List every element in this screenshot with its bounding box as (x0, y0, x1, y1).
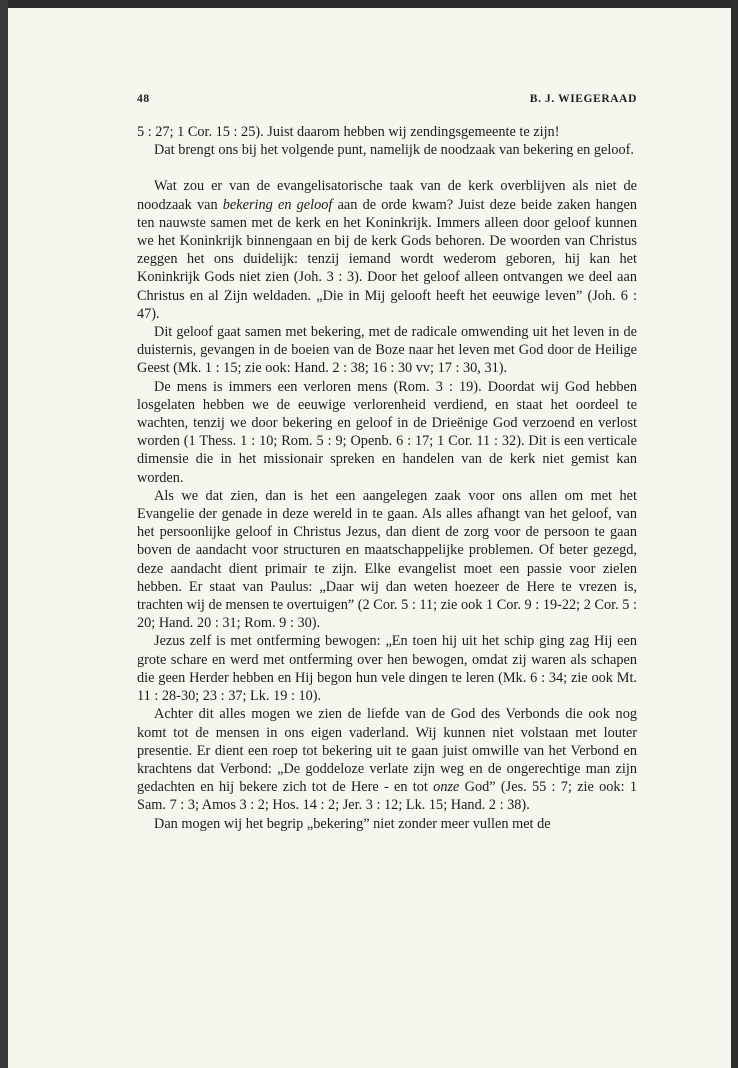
text-segment: Dit geloof gaat samen met bekering, met de radicale omwending uit het leven in de duisternis, gevangen in de boeien van de Boze naar het leven met God door de Heilige Geest (Mk. 1 : 15; zie ook: Hand. 2 : 38; 16 : 30 vv; 17 : 30, 31). (137, 324, 637, 377)
paragraph (137, 323, 637, 378)
text-segment: Jezus zelf is met ontferming bewogen: „En toen hij uit het schip ging zag Hij een grote schare en werd met ontferming over hen bewogen, omdat zij waren als schapen die geen Herder hebben en Hij begon hun vele dingen te leren (Mk. 6 : 34; zie ook Mt. 11 : 28-30; 23 : 37; Lk. 19 : 10). (137, 633, 637, 705)
paragraph (137, 632, 637, 705)
paragraph (137, 815, 637, 833)
italic-text-segment: bekering en geloof (222, 196, 333, 213)
text-segment: Wat zou er van de evangelisatorische taak van de kerk overblijven als niet de noodzaak van (137, 178, 637, 213)
body-text (137, 123, 637, 833)
paragraph (137, 487, 637, 633)
paragraph (137, 177, 637, 323)
page-number: 48 (137, 93, 150, 105)
italic-text-segment: onze (433, 779, 460, 796)
text-segment: De mens is immers een verloren mens (Rom. 3 : 19). Doordat wij God hebben losgelaten hebben we de eeuwige verlorenheid verdiend, en staat het oordeel te wachten, tenzij we door bekering en geloof in de Drieënige God verzoend en verlost worden (1 Thess. 1 : 10; Rom. 5 : 9; Openb. 6 : 17; 1 Cor. 11 : 32). Dit is een verticale dimensie die in het missionair spreken en handelen van de kerk niet gemist kan worden. (137, 378, 637, 486)
paragraph (137, 705, 637, 814)
paragraph (137, 378, 637, 487)
paragraph (137, 123, 637, 141)
scan-border-right (731, 0, 738, 1068)
text-segment: Dat brengt ons bij het volgende punt, namelijk de noodzaak van bekering en geloof. (154, 142, 634, 159)
text-segment: 5 : 27; 1 Cor. 15 : 25). Juist daarom hebben wij zendingsgemeente te zijn! (137, 124, 560, 140)
scan-border-left (0, 0, 8, 1068)
running-head-author: B. J. WIEGERAAD (529, 93, 637, 105)
text-segment: Dan mogen wij het begrip „bekering” niet zonder meer vullen met de (154, 815, 551, 832)
text-segment: Als we dat zien, dan is het een aangelegen zaak voor ons allen om met het Evangelie der genade in deze wereld in te gaan. Als alles afhangt van het geloof, van het persoonlijke geloof in Christus Jezus, dan dient de zorg voor de persoon te gaan boven de aandacht voor structuren en maatschappelijke problemen. Of beter gezegd, deze aandacht dient primair te zijn. Elke evangelist moet een passie voor zielen hebben. Er staat van Paulus: „Daar wij dan weten hoezeer de Here te vrezen is, trachten wij de mensen te overtuigen” (2 Cor. 5 : 11; zie ook 1 Cor. 9 : 19-22; 2 Cor. 5 : 20; Hand. 20 : 31; Rom. 9 : 30). (137, 487, 637, 632)
text-segment: Achter dit alles mogen we zien de liefde van de God des Verbonds die ook nog komt tot de mensen in ons eigen vaderland. Wij kunnen niet volstaan met louter presentie. Er dient een roep tot bekering uit te gaan juist omwille van het Verbond en krachtens dat Verbond: „De goddeloze verlate zijn weg en de ongerechtige man zijn gedachten en hij bekere zich tot de Here - en tot (137, 706, 637, 796)
paragraph (137, 141, 637, 159)
text-segment: aan de orde kwam? Juist deze beide zaken hangen ten nauwste samen met de kerk en het Koninkrijk. Immers alleen door geloof kunnen we het Koninkrijk binnengaan en bij de kerk Gods behoren. De woorden van Christus zeggen het ons duidelijk: tenzij iemand wordt wederom geboren, hij kan het Koninkrijk Gods niet zien (Joh. 3 : 3). Door het geloof alleen ontvangen we deel aan Christus en al Zijn weldaden. „Die in Mij gelooft heeft het eeuwige leven” (Joh. 6 : 47). (137, 196, 637, 322)
text-segment: God” (Jes. 55 : 7; zie ook: 1 Sam. 7 : 3; Amos 3 : 2; Hos. 14 : 2; Jer. 3 : 12; Lk. 15; Hand. 2 : 38). (137, 779, 637, 814)
scan-border-top (0, 0, 738, 8)
